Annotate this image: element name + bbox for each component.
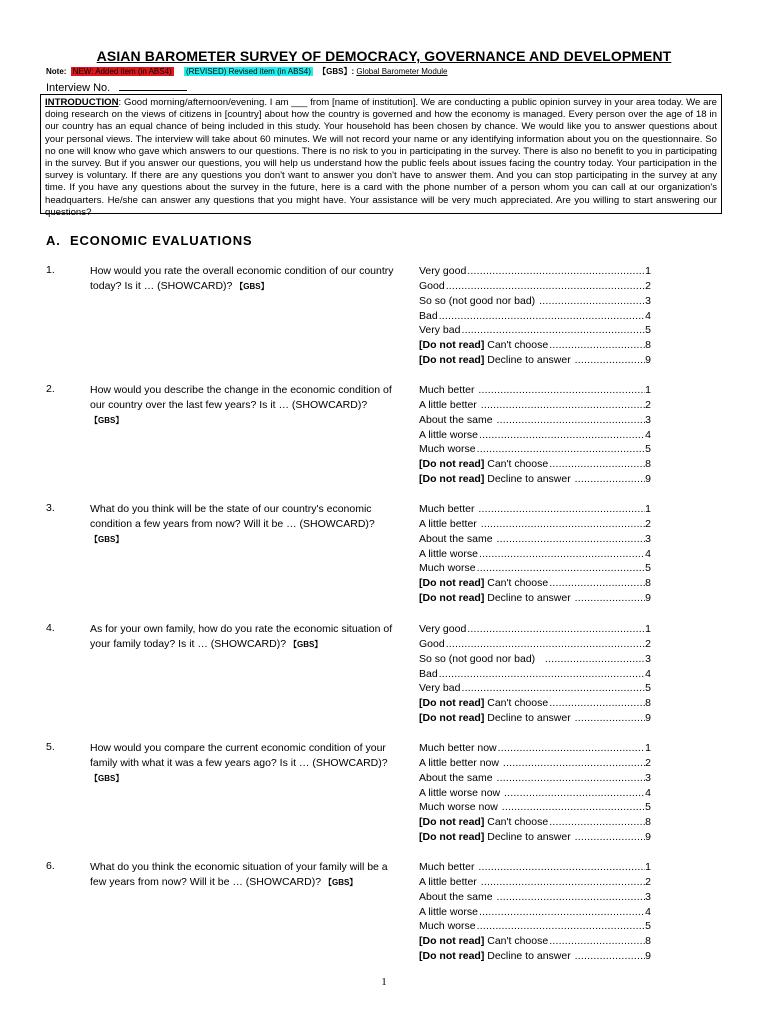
section-letter: A.: [46, 233, 61, 248]
answer-option: [419, 561, 651, 576]
answer-code: 2: [645, 517, 651, 530]
answer-option-text: A little better: [419, 398, 480, 411]
dot-leader: [574, 353, 646, 368]
answer-option-label: [419, 934, 548, 949]
answer-option-text: Good: [419, 279, 445, 292]
answer-option-label: [419, 652, 544, 667]
answer-option-text: Much worse: [419, 920, 476, 933]
answer-option: [419, 905, 651, 920]
answer-code: 4: [645, 547, 651, 560]
answer-code: 2: [645, 398, 651, 411]
dot-leader: [495, 532, 645, 547]
answer-option-text: A little worse: [419, 547, 478, 560]
answer-options: [419, 860, 651, 964]
answer-options: [419, 502, 651, 606]
answer-option-text: Decline to answer: [484, 712, 574, 725]
answer-option-label: [419, 398, 480, 413]
dot-leader: [495, 890, 645, 905]
answer-option-text: A little better now: [419, 756, 502, 769]
dot-leader: [460, 323, 645, 338]
answer-option: [419, 652, 651, 667]
answer-code: 9: [645, 473, 651, 486]
answer-option: [419, 637, 651, 652]
interview-number-blank: [119, 80, 187, 91]
answer-option-label: [419, 591, 574, 606]
gbs-tag: 【GBS】: [235, 281, 269, 291]
question-text: What do you think will be the state of our country's economic condition a few years from now? Will it be … (SHOWCARD)?: [90, 503, 375, 530]
gbs-tag: 【GBS】: [323, 877, 358, 887]
answer-option-text: So so (not good nor bad): [419, 652, 544, 665]
answer-code: 2: [645, 875, 651, 888]
answer-option: [419, 711, 651, 726]
answer-option-text: Bad: [419, 667, 438, 680]
answer-option-label: [419, 875, 480, 890]
answer-code: 8: [645, 935, 651, 948]
dot-leader: [466, 622, 645, 637]
answer-code: 4: [645, 667, 651, 680]
survey-title: ASIAN BAROMETER SURVEY OF DEMOCRACY, GOVERNANCE AND DEVELOPMENT: [96, 48, 672, 64]
answer-option: [419, 383, 651, 398]
answer-option-label: [419, 919, 476, 934]
answer-option: [419, 667, 651, 682]
answer-code: 5: [645, 443, 651, 456]
answer-option-label: [419, 323, 460, 338]
answer-option-label: [419, 309, 438, 324]
dot-leader: [548, 338, 645, 353]
answer-option-label: [419, 637, 445, 652]
answer-code: 3: [645, 652, 651, 665]
gbs-legend-description: Global Barometer Module: [356, 67, 448, 76]
answer-option-label: [419, 756, 502, 771]
answer-code: 1: [645, 503, 651, 515]
page-number: 1: [381, 976, 387, 988]
legend-note: [46, 66, 448, 77]
gbs-tag: 【GBS】: [288, 639, 323, 649]
answer-option: [419, 696, 651, 711]
answer-option-label: [419, 696, 548, 711]
answer-option: [419, 591, 651, 606]
answer-code: 1: [645, 384, 651, 396]
answer-option-label: [419, 741, 497, 756]
dot-leader: [548, 934, 645, 949]
answer-option-text: A little worse: [419, 905, 478, 918]
answer-option-text: Can't choose: [484, 339, 549, 352]
answer-code: 5: [645, 324, 651, 337]
answer-option-text: Much better: [419, 384, 478, 396]
interview-number: [46, 80, 187, 94]
answer-option-label: [419, 786, 503, 801]
answer-code: 9: [645, 592, 651, 605]
answer-option-text: Much better: [419, 503, 478, 515]
answer-option: [419, 576, 651, 591]
answer-option-text: Much worse: [419, 562, 476, 575]
question-text: As for your own family, how do you rate the economic situation of your family today? Is it … (SHOWCARD)?: [90, 623, 393, 650]
answer-option: [419, 756, 651, 771]
dot-leader: [495, 771, 645, 786]
answer-option-label: [419, 815, 548, 830]
question-number: 5.: [46, 741, 55, 753]
answer-option-label: [419, 622, 466, 637]
answer-option: [419, 413, 651, 428]
dot-leader: [548, 815, 645, 830]
answer-options: [419, 264, 651, 368]
question-number: 2.: [46, 383, 55, 395]
answer-option-text: Much worse: [419, 443, 476, 456]
answer-option: [419, 264, 651, 279]
answer-code: 5: [645, 562, 651, 575]
answer-option-label: [419, 279, 445, 294]
answer-option-text: About the same: [419, 413, 496, 426]
gbs-tag: 【GBS】: [90, 773, 124, 783]
do-not-read-prefix: [Do not read]: [419, 473, 485, 486]
answer-code: 4: [645, 309, 651, 322]
section-heading: [46, 233, 252, 248]
answer-option-text: Decline to answer: [484, 592, 574, 605]
do-not-read-prefix: [Do not read]: [419, 935, 485, 948]
answer-option-label: [419, 502, 477, 517]
answer-option-label: [419, 442, 476, 457]
answer-option-label: [419, 547, 478, 562]
answer-option-text: Can't choose: [484, 458, 549, 471]
dot-leader: [574, 830, 646, 845]
answer-code: 3: [645, 294, 651, 307]
answer-option-text: About the same: [419, 532, 496, 545]
answer-code: 1: [645, 623, 651, 635]
answer-option: [419, 309, 651, 324]
answer-option-label: [419, 264, 466, 279]
answer-option: [419, 860, 651, 875]
do-not-read-prefix: [Do not read]: [419, 950, 485, 963]
dot-leader: [574, 472, 646, 487]
note-label: Note:: [46, 67, 67, 76]
question-number: 4.: [46, 622, 55, 634]
dot-leader: [466, 264, 645, 279]
answer-option-label: [419, 383, 477, 398]
answer-option-label: [419, 711, 574, 726]
do-not-read-prefix: [Do not read]: [419, 697, 485, 710]
dot-leader: [476, 561, 646, 576]
answer-option: [419, 890, 651, 905]
question-text-block: [90, 622, 396, 653]
answer-option: [419, 741, 651, 756]
answer-code: 3: [645, 771, 651, 784]
dot-leader: [480, 875, 645, 890]
answer-option-text: Very good: [419, 623, 467, 635]
dot-leader: [480, 398, 645, 413]
answer-code: 3: [645, 413, 651, 426]
answer-option: [419, 681, 651, 696]
answer-option-label: [419, 517, 480, 532]
question-number: 6.: [46, 860, 55, 872]
dot-leader: [445, 637, 645, 652]
dot-leader: [480, 517, 645, 532]
dot-leader: [478, 428, 645, 443]
do-not-read-prefix: [Do not read]: [419, 592, 485, 605]
answer-option: [419, 398, 651, 413]
answer-code: 8: [645, 697, 651, 710]
answer-option-text: A little worse now: [419, 786, 504, 799]
answer-option: [419, 279, 651, 294]
answer-option-text: So so (not good nor bad): [419, 294, 539, 307]
answer-option-label: [419, 413, 495, 428]
answer-option-label: [419, 890, 495, 905]
answer-option: [419, 949, 651, 964]
answer-code: 5: [645, 801, 651, 814]
dot-leader: [548, 576, 645, 591]
answer-option-text: About the same: [419, 771, 496, 784]
answer-option: [419, 517, 651, 532]
dot-leader: [497, 741, 646, 756]
dot-leader: [438, 309, 645, 324]
answer-option-text: Can't choose: [484, 697, 549, 710]
gbs-tag: 【GBS】: [90, 534, 124, 544]
dot-leader: [445, 279, 645, 294]
answer-option-label: [419, 830, 574, 845]
answer-option-text: Good: [419, 637, 445, 650]
answer-option: [419, 786, 651, 801]
dot-leader: [476, 442, 646, 457]
answer-option-text: Much better now: [419, 742, 497, 754]
answer-code: 9: [645, 712, 651, 725]
gbs-tag: 【GBS】: [90, 415, 124, 425]
do-not-read-prefix: [Do not read]: [419, 458, 485, 471]
answer-code: 2: [645, 279, 651, 292]
answer-option: [419, 532, 651, 547]
answer-option: [419, 622, 651, 637]
answer-option: [419, 472, 651, 487]
answer-option-text: Much better: [419, 861, 478, 873]
answer-option-label: [419, 771, 495, 786]
answer-option-label: [419, 860, 477, 875]
answer-option-label: [419, 472, 574, 487]
dot-leader: [503, 786, 645, 801]
answer-option: [419, 442, 651, 457]
answer-option-text: About the same: [419, 890, 496, 903]
do-not-read-prefix: [Do not read]: [419, 831, 485, 844]
answer-option: [419, 457, 651, 472]
answer-code: 8: [645, 339, 651, 352]
question-text-block: [90, 264, 396, 295]
answer-code: 4: [645, 905, 651, 918]
answer-option: [419, 771, 651, 786]
question-number: 1.: [46, 264, 55, 276]
answer-option: [419, 428, 651, 443]
answer-option-text: Very good: [419, 265, 467, 277]
answer-option: [419, 875, 651, 890]
answer-option-text: Decline to answer: [484, 831, 574, 844]
answer-code: 1: [645, 742, 651, 754]
dot-leader: [544, 652, 645, 667]
answer-code: 1: [645, 265, 651, 277]
introduction-heading: INTRODUCTION: [45, 97, 119, 108]
dot-leader: [460, 681, 645, 696]
answer-code: 8: [645, 458, 651, 471]
interview-number-label: Interview No.: [46, 82, 111, 94]
answer-option-label: [419, 457, 548, 472]
answer-option-text: Decline to answer: [484, 354, 574, 367]
dot-leader: [538, 294, 645, 309]
do-not-read-prefix: [Do not read]: [419, 354, 485, 367]
answer-code: 9: [645, 354, 651, 367]
answer-code: 5: [645, 682, 651, 695]
dot-leader: [574, 949, 646, 964]
answer-option: [419, 830, 651, 845]
answer-option: [419, 815, 651, 830]
answer-options: [419, 383, 651, 487]
answer-option: [419, 800, 651, 815]
answer-option-label: [419, 667, 438, 682]
do-not-read-prefix: [Do not read]: [419, 339, 485, 352]
introduction-text: : Good morning/afternoon/evening. I am ___ from [name of institution]. We are conducting a public opinion survey in your area today. We are doing research on the views of citizens in [country] about how the country is governed and how the economy is managed. Every person over the age of 18 in our country has an equal chance of being included in this study. Your household has been chosen by chance. We would like you to answer questions about your personal views. The interview will take about 60 minutes. We will not record your name or any identifying information about you on the questionnaire. So no one will know who gave which answers to our questions. There is no risk to you in participating in the survey. There is also no benefit to you in participating in the survey. But if you answer our questions, you will help us understand how the public feels about issues facing the country today. Your participation in the survey is voluntary. If there are any questions you don't want to answer you don't have to answer them. And you can stop participating in the survey at any time. If you have any questions about the survey in the future, here is a card with the phone number of a person whom you can call at our organization's headquarters. He/she can answer any questions that you might have. Your assistance will be very much appreciated. Are you willing to start answering our questions?: [45, 97, 717, 218]
dot-leader: [574, 711, 646, 726]
answer-option-text: Bad: [419, 309, 438, 322]
answer-option-label: [419, 561, 476, 576]
answer-option: [419, 919, 651, 934]
dot-leader: [476, 919, 646, 934]
answer-option-text: Can't choose: [484, 935, 549, 948]
answer-code: 1: [645, 861, 651, 873]
answer-option-text: Decline to answer: [484, 950, 574, 963]
answer-option-label: [419, 576, 548, 591]
answer-code: 3: [645, 532, 651, 545]
dot-leader: [574, 591, 646, 606]
answer-code: 5: [645, 920, 651, 933]
question-text-block: [90, 741, 396, 786]
section-title: ECONOMIC EVALUATIONS: [70, 233, 253, 248]
dot-leader: [438, 667, 645, 682]
question-text: How would you rate the overall economic condition of our country today? Is it … (SHOWCARD)?: [90, 265, 394, 292]
answer-option: [419, 338, 651, 353]
dot-leader: [501, 800, 645, 815]
answer-code: 8: [645, 816, 651, 829]
revised-item-legend: (REVISED) Revised item (in ABS4): [185, 67, 311, 76]
question-text: How would you compare the current economic condition of your family with what it was a few years ago? Is it … (SHOWCARD)?: [90, 742, 388, 769]
question-text: How would you describe the change in the economic condition of our country over the last few years? Is it … (SHOWCARD)?: [90, 384, 392, 411]
answer-code: 2: [645, 637, 651, 650]
do-not-read-prefix: [Do not read]: [419, 712, 485, 725]
answer-option-label: [419, 353, 574, 368]
answer-option-text: A little better: [419, 517, 480, 530]
answer-option-text: Can't choose: [484, 577, 549, 590]
answer-option-text: Much worse now: [419, 801, 501, 814]
answer-option: [419, 502, 651, 517]
dot-leader: [477, 860, 645, 875]
dot-leader: [548, 696, 645, 711]
answer-option-label: [419, 338, 548, 353]
answer-option-label: [419, 949, 574, 964]
answer-option-label: [419, 532, 495, 547]
new-item-legend: NEW: Added item (in ABS4): [72, 67, 172, 76]
answer-code: 2: [645, 756, 651, 769]
dot-leader: [548, 457, 645, 472]
introduction-box: [40, 94, 722, 218]
answer-option: [419, 323, 651, 338]
answer-option-text: A little better: [419, 875, 480, 888]
answer-option: [419, 934, 651, 949]
answer-options: [419, 741, 651, 845]
question-text-block: [90, 860, 396, 891]
answer-code: 4: [645, 428, 651, 441]
answer-option-text: Decline to answer: [484, 473, 574, 486]
question-number: 3.: [46, 502, 55, 514]
answer-code: 9: [645, 950, 651, 963]
answer-options: [419, 622, 651, 726]
dot-leader: [495, 413, 645, 428]
answer-option: [419, 353, 651, 368]
dot-leader: [477, 502, 645, 517]
dot-leader: [478, 547, 645, 562]
answer-option-label: [419, 681, 460, 696]
answer-option-text: Can't choose: [484, 816, 549, 829]
answer-option-label: [419, 905, 478, 920]
answer-option-text: Very bad: [419, 324, 461, 337]
answer-code: 8: [645, 577, 651, 590]
do-not-read-prefix: [Do not read]: [419, 577, 485, 590]
dot-leader: [477, 383, 645, 398]
answer-code: 4: [645, 786, 651, 799]
answer-option-label: [419, 800, 501, 815]
question-text-block: [90, 502, 396, 547]
question-text-block: [90, 383, 396, 428]
answer-option: [419, 547, 651, 562]
answer-option-text: A little worse: [419, 428, 478, 441]
answer-code: 3: [645, 890, 651, 903]
question-text: What do you think the economic situation of your family will be a few years from now? Will it be … (SHOWCARD)?: [90, 861, 388, 888]
answer-option-label: [419, 428, 478, 443]
gbs-legend-tag: 【GBS】:: [318, 67, 355, 76]
answer-option-text: Very bad: [419, 682, 461, 695]
do-not-read-prefix: [Do not read]: [419, 816, 485, 829]
answer-option-label: [419, 294, 538, 309]
answer-code: 9: [645, 831, 651, 844]
answer-option: [419, 294, 651, 309]
dot-leader: [502, 756, 645, 771]
dot-leader: [478, 905, 645, 920]
